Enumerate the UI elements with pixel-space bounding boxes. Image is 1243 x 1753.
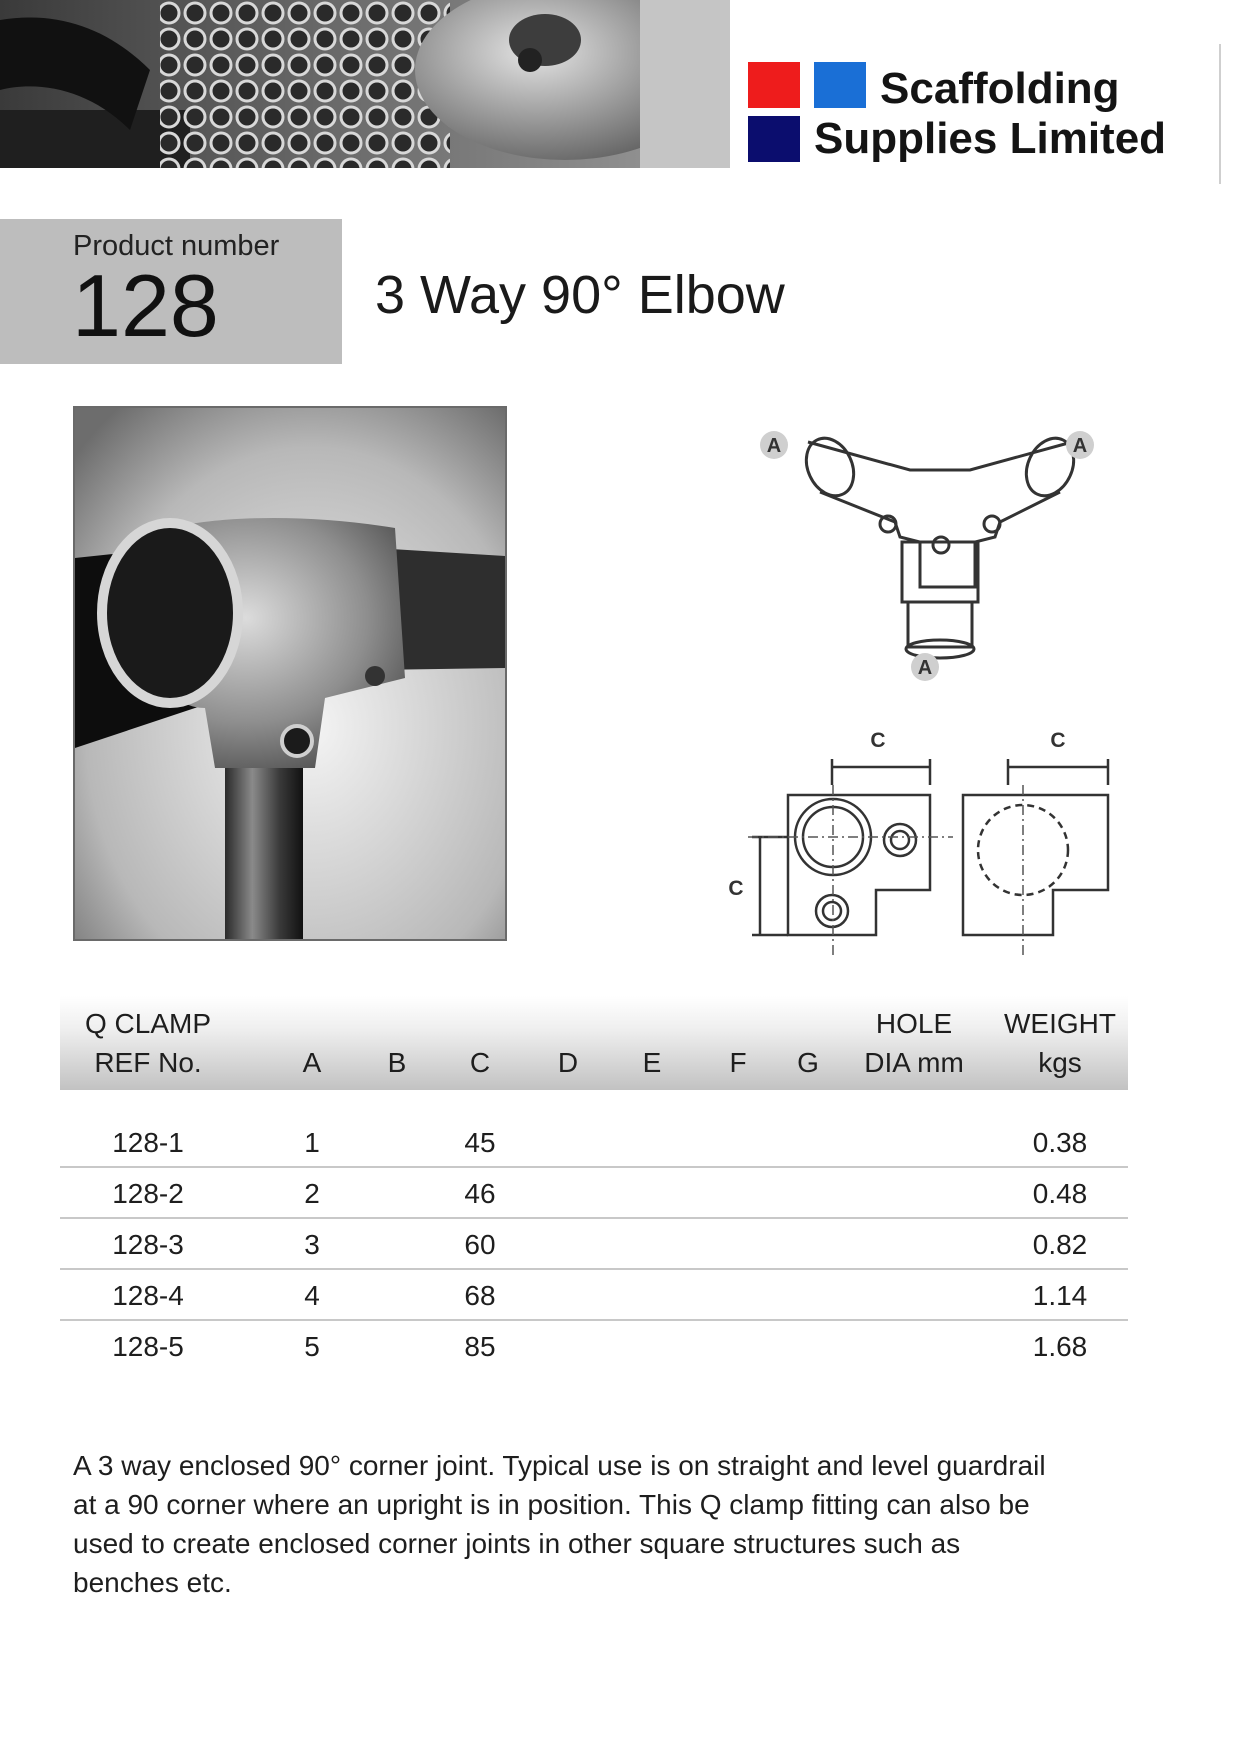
header-ref-line1: Q CLAMP (84, 1008, 212, 1039)
cell-c: 68 (464, 1280, 496, 1311)
table-row (60, 1117, 1128, 1168)
cell-c: 60 (464, 1229, 496, 1260)
cell-a: 2 (304, 1178, 320, 1209)
header-weight-line2: kgs (1038, 1047, 1082, 1078)
cell-ref: 128-5 (112, 1331, 184, 1362)
table-row (60, 1270, 1128, 1321)
dim-label-c1: C (870, 729, 886, 752)
cell-weight: 0.82 (1032, 1229, 1088, 1260)
table-row (60, 1168, 1128, 1219)
isometric-diagram (760, 412, 1120, 702)
cell-c: 45 (464, 1127, 496, 1158)
header-hole-line1: HOLE (875, 1008, 953, 1039)
product-number: 128 (72, 256, 219, 355)
table-header (60, 996, 1128, 1090)
logo-blue-square (814, 62, 866, 108)
cell-ref: 128-4 (112, 1280, 184, 1311)
product-photo (73, 406, 507, 941)
logo-text-line2: Supplies Limited (814, 114, 1167, 163)
table-row (60, 1219, 1128, 1270)
dim-label-c2: C (1050, 729, 1066, 752)
header-col-f: F (729, 1047, 747, 1078)
header-col-b: B (387, 1047, 407, 1078)
header-col-d: D (557, 1047, 579, 1078)
company-logo (748, 58, 1218, 168)
diagram-label-a1: A (766, 435, 782, 457)
header-col-a: A (302, 1047, 322, 1078)
cell-weight: 0.38 (1032, 1127, 1088, 1158)
header-ref-line2: REF No. (94, 1047, 202, 1078)
header-col-e: E (642, 1047, 662, 1078)
logo-text-line1: Scaffolding (880, 64, 1120, 113)
cell-c: 85 (464, 1331, 496, 1362)
dimension-diagram (718, 725, 1128, 970)
product-number-label: Product number (73, 230, 280, 262)
cell-a: 1 (304, 1127, 320, 1158)
cell-weight: 0.48 (1032, 1178, 1088, 1209)
cell-ref: 128-3 (112, 1229, 184, 1260)
product-description: A 3 way enclosed 90° corner joint. Typical use is on straight and level guardrail at a 90 corner where an upright is in position. This Q clamp fitting can also be used to create enclosed corner joints in other square structures such as benches etc. (73, 1450, 1046, 1598)
header-banner-image (0, 0, 730, 168)
cell-ref: 128-1 (112, 1127, 184, 1158)
logo-navy-square (748, 116, 800, 162)
product-title: 3 Way 90° Elbow (375, 265, 785, 325)
cell-weight: 1.68 (1032, 1331, 1088, 1362)
cell-ref: 128-2 (112, 1178, 184, 1209)
header-col-g: G (797, 1047, 819, 1078)
dim-label-c3: C (728, 877, 744, 900)
cell-a: 3 (304, 1229, 320, 1260)
cell-a: 5 (304, 1331, 320, 1362)
table-row (60, 1321, 1128, 1372)
header-hole-line2: DIA mm (864, 1047, 964, 1078)
header-weight-line1: WEIGHT (1004, 1008, 1116, 1039)
cell-a: 4 (304, 1280, 320, 1311)
diagram-label-a3: A (917, 657, 933, 679)
cell-c: 46 (464, 1178, 496, 1209)
header-divider (1219, 44, 1221, 184)
diagram-label-a2: A (1072, 435, 1088, 457)
cell-weight: 1.14 (1032, 1280, 1088, 1311)
logo-red-square (748, 62, 800, 108)
header-col-c: C (469, 1047, 491, 1078)
